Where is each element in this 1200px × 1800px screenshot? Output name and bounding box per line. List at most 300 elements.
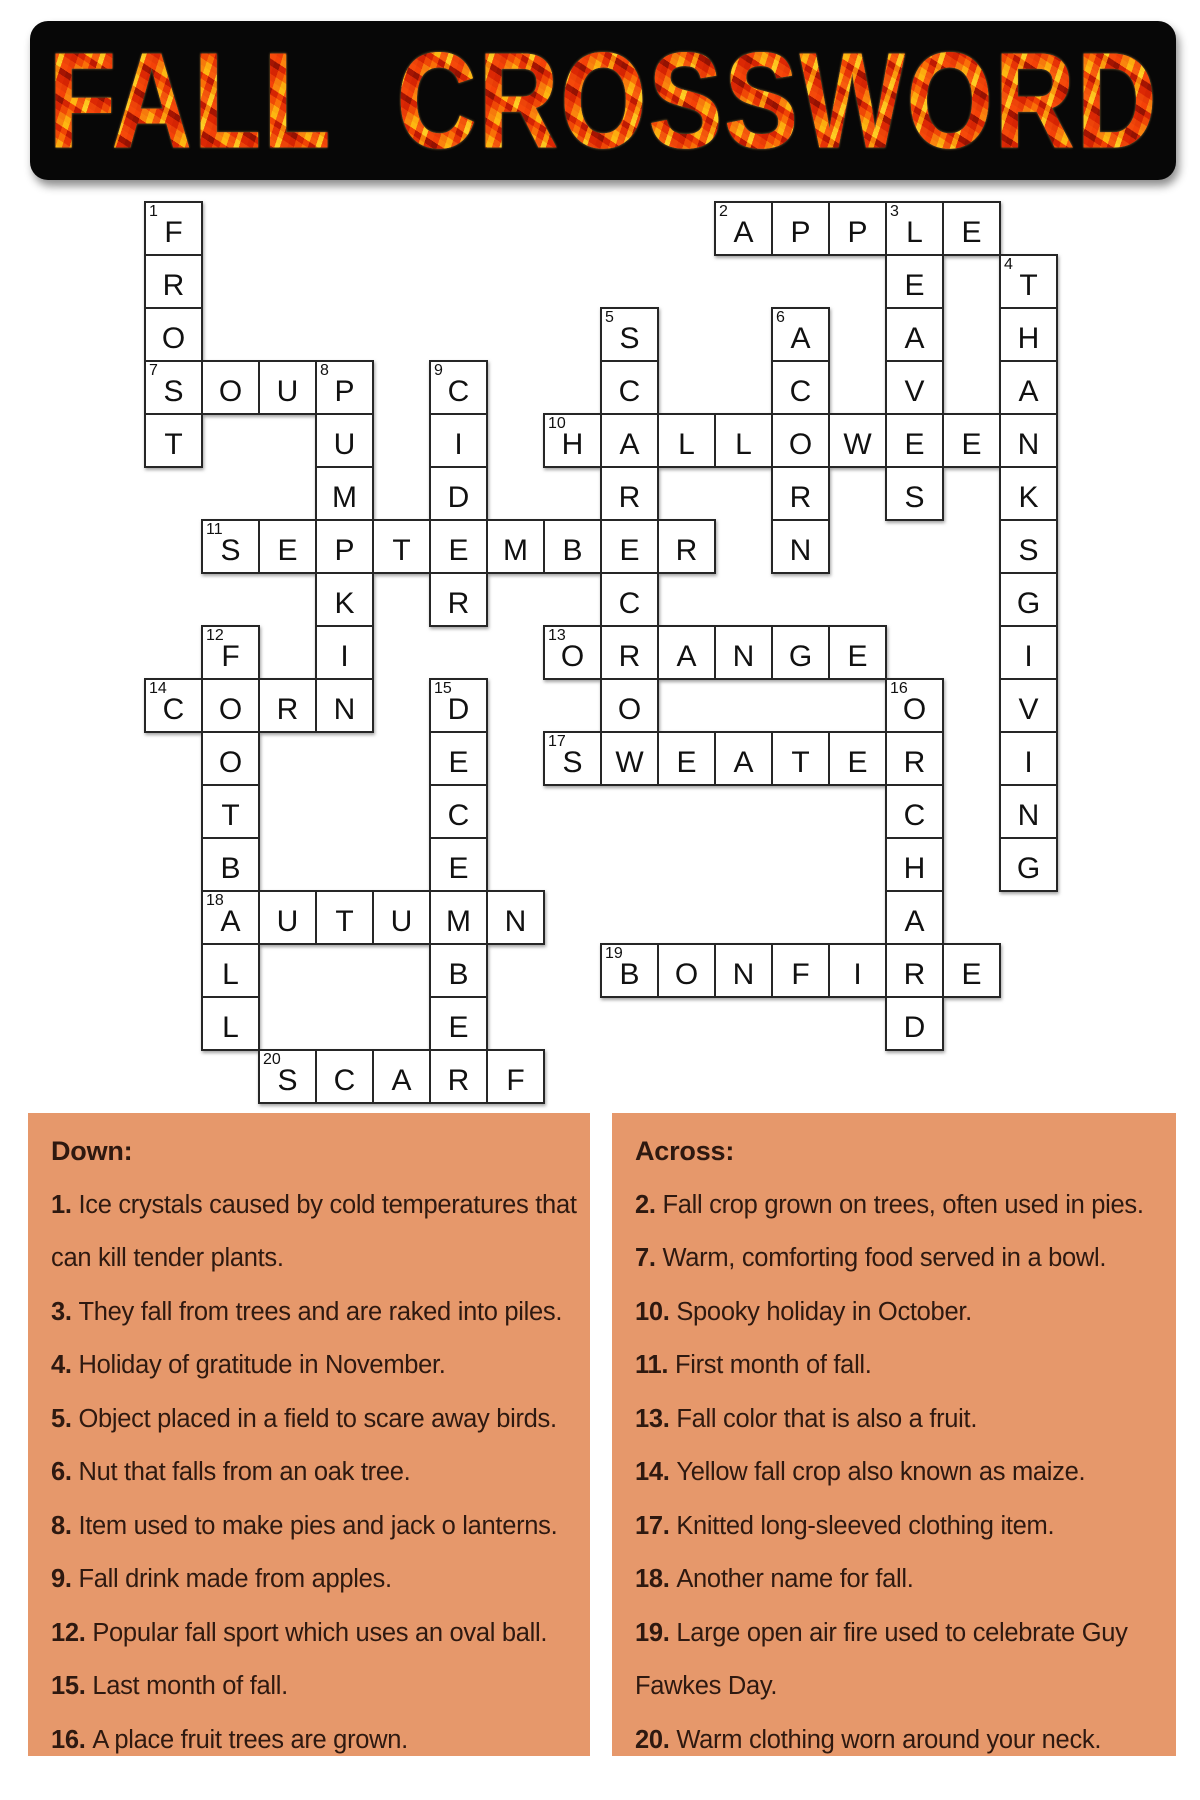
clue-line: 8. Item used to make pies and jack o lanterns. bbox=[51, 1511, 558, 1540]
cell-letter: A bbox=[619, 428, 640, 461]
cell-letter: C bbox=[789, 375, 812, 408]
cell-letter: U bbox=[276, 905, 299, 938]
cell-letter: N bbox=[1017, 799, 1040, 832]
grid-cell-r10c11[interactable] bbox=[771, 731, 830, 786]
grid-cell-r10c9[interactable] bbox=[657, 731, 716, 786]
grid-cell-r2c0[interactable] bbox=[144, 307, 203, 362]
across-clues-panel bbox=[612, 1113, 1176, 1756]
grid-cell-r8c10[interactable] bbox=[714, 625, 773, 680]
clue-line: 2. Fall crop grown on trees, often used in pies. bbox=[635, 1190, 1144, 1219]
clue-number: 6 bbox=[776, 309, 785, 326]
clue-line: 3. They fall from trees and are raked into piles. bbox=[51, 1297, 563, 1326]
grid-cell-r9c2[interactable] bbox=[258, 678, 317, 733]
cell-letter: V bbox=[904, 375, 925, 408]
cell-letter: N bbox=[333, 693, 356, 726]
grid-cell-r3c13[interactable] bbox=[885, 360, 944, 415]
grid-cell-r4c15[interactable] bbox=[999, 413, 1058, 468]
cell-letter: D bbox=[447, 693, 470, 726]
clue-number: 14 bbox=[149, 680, 167, 697]
clue-line-number: 4. bbox=[51, 1351, 79, 1379]
grid-cell-r9c15[interactable] bbox=[999, 678, 1058, 733]
clue-line: 6. Nut that falls from an oak tree. bbox=[51, 1458, 411, 1486]
cell-letter: G bbox=[788, 640, 813, 673]
grid-cell-r8c11[interactable] bbox=[771, 625, 830, 680]
grid-cell-r15c1[interactable] bbox=[201, 996, 260, 1051]
cell-letter: D bbox=[447, 481, 470, 514]
cell-letter: C bbox=[618, 375, 641, 408]
clue-line-number: 11. bbox=[635, 1351, 675, 1379]
clue-line-number: 2. bbox=[635, 1190, 663, 1219]
clue-line-number: 9. bbox=[51, 1565, 79, 1593]
clue-line: 14. Yellow fall crop also known as maize. bbox=[635, 1458, 1086, 1486]
cell-letter: I bbox=[1024, 746, 1033, 779]
cell-letter: N bbox=[732, 958, 755, 991]
grid-cell-r3c3[interactable] bbox=[315, 360, 374, 415]
grid-cell-r11c1[interactable] bbox=[201, 784, 260, 839]
cell-letter: I bbox=[1024, 640, 1033, 673]
grid-cell-r3c2[interactable] bbox=[258, 360, 317, 415]
cell-letter: K bbox=[1018, 481, 1039, 514]
cell-letter: C bbox=[447, 375, 470, 408]
grid-cell-r7c5[interactable] bbox=[429, 572, 488, 627]
cell-letter: A bbox=[391, 1064, 412, 1097]
down-clues-panel bbox=[28, 1113, 590, 1756]
cell-letter: T bbox=[791, 746, 810, 779]
crossword-grid bbox=[144, 201, 1056, 1102]
page-title-word-crossword: CROSSWORD bbox=[396, 21, 1158, 180]
grid-cell-r0c11[interactable] bbox=[771, 201, 830, 256]
cell-letter: L bbox=[735, 428, 752, 461]
cell-letter: A bbox=[904, 905, 925, 938]
grid-cell-r14c9[interactable] bbox=[657, 943, 716, 998]
across-clue-list bbox=[635, 1179, 1176, 1757]
grid-cell-r13c6[interactable] bbox=[486, 890, 545, 945]
grid-cell-r12c5[interactable] bbox=[429, 837, 488, 892]
grid-cell-r16c5[interactable] bbox=[429, 1049, 488, 1104]
cell-letter: A bbox=[790, 322, 811, 355]
cell-letter: P bbox=[790, 216, 811, 249]
clue-line: 15. Last month of fall. bbox=[51, 1672, 288, 1700]
clue-line-number: 13. bbox=[635, 1404, 677, 1433]
cell-letter: E bbox=[847, 746, 868, 779]
cell-letter: E bbox=[961, 428, 982, 461]
grid-cell-r16c2[interactable] bbox=[258, 1049, 317, 1104]
cell-letter: E bbox=[448, 1011, 469, 1044]
grid-cell-r9c0[interactable] bbox=[144, 678, 203, 733]
cell-letter: W bbox=[615, 746, 644, 779]
grid-cell-r6c9[interactable] bbox=[657, 519, 716, 574]
cell-letter: F bbox=[506, 1064, 525, 1097]
cell-letter: R bbox=[789, 481, 812, 514]
clue-line: 16. A place fruit trees are grown. bbox=[51, 1725, 408, 1754]
cell-letter: S bbox=[619, 322, 640, 355]
grid-cell-r3c5[interactable] bbox=[429, 360, 488, 415]
clue-line: 10. Spooky holiday in October. bbox=[635, 1297, 972, 1326]
grid-cell-r4c13[interactable] bbox=[885, 413, 944, 468]
clue-number: 17 bbox=[548, 733, 566, 750]
grid-cell-r10c1[interactable] bbox=[201, 731, 260, 786]
cell-letter: O bbox=[161, 322, 186, 355]
cell-letter: S bbox=[277, 1064, 298, 1097]
cell-letter: L bbox=[222, 1011, 239, 1044]
clue-line: can kill tender plants. bbox=[51, 1244, 284, 1272]
clue-line-number: 16. bbox=[51, 1725, 93, 1754]
grid-cell-r13c2[interactable] bbox=[258, 890, 317, 945]
grid-cell-r14c11[interactable] bbox=[771, 943, 830, 998]
clue-line: 12. Popular fall sport which uses an oval ball. bbox=[51, 1618, 548, 1647]
across-heading: Across: bbox=[635, 1136, 735, 1166]
grid-cell-r1c0[interactable] bbox=[144, 254, 203, 309]
cell-letter: C bbox=[162, 693, 185, 726]
grid-cell-r16c6[interactable] bbox=[486, 1049, 545, 1104]
cell-letter: S bbox=[904, 481, 925, 514]
grid-cell-r0c12[interactable] bbox=[828, 201, 887, 256]
clue-line: 9. Fall drink made from apples. bbox=[51, 1565, 392, 1593]
cell-letter: E bbox=[277, 534, 298, 567]
grid-cell-r8c1[interactable] bbox=[201, 625, 260, 680]
cell-letter: R bbox=[903, 958, 926, 991]
cell-letter: F bbox=[791, 958, 810, 991]
grid-cell-r4c0[interactable] bbox=[144, 413, 203, 468]
clue-number: 3 bbox=[890, 203, 899, 220]
grid-cell-r2c15[interactable] bbox=[999, 307, 1058, 362]
clue-number: 7 bbox=[149, 362, 158, 379]
grid-cell-r8c3[interactable] bbox=[315, 625, 374, 680]
clue-number: 19 bbox=[605, 945, 623, 962]
grid-cell-r6c3[interactable] bbox=[315, 519, 374, 574]
grid-cell-r4c10[interactable] bbox=[714, 413, 773, 468]
grid-cell-r5c13[interactable] bbox=[885, 466, 944, 521]
grid-cell-r14c8[interactable] bbox=[600, 943, 659, 998]
grid-cell-r2c8[interactable] bbox=[600, 307, 659, 362]
grid-cell-r12c15[interactable] bbox=[999, 837, 1058, 892]
cell-letter: T bbox=[1019, 269, 1038, 302]
grid-cell-r6c2[interactable] bbox=[258, 519, 317, 574]
cell-letter: B bbox=[562, 534, 583, 567]
cell-letter: E bbox=[961, 958, 982, 991]
clue-line: 13. Fall color that is also a fruit. bbox=[635, 1404, 978, 1433]
cell-letter: E bbox=[676, 746, 697, 779]
grid-cell-r6c5[interactable] bbox=[429, 519, 488, 574]
clue-number: 4 bbox=[1004, 256, 1013, 273]
clue-line-number: 20. bbox=[635, 1725, 677, 1754]
cell-letter: V bbox=[1018, 693, 1039, 726]
grid-cell-r11c15[interactable] bbox=[999, 784, 1058, 839]
grid-cell-r4c3[interactable] bbox=[315, 413, 374, 468]
grid-cell-r5c3[interactable] bbox=[315, 466, 374, 521]
cell-letter: P bbox=[847, 216, 868, 249]
page-title-word-fall: FALL bbox=[48, 21, 332, 180]
cell-letter: O bbox=[902, 693, 927, 726]
cell-letter: C bbox=[618, 587, 641, 620]
cell-letter: O bbox=[560, 640, 585, 673]
clue-number: 18 bbox=[206, 892, 224, 909]
clue-number: 9 bbox=[434, 362, 443, 379]
cell-letter: R bbox=[618, 640, 641, 673]
cell-letter: A bbox=[676, 640, 697, 673]
clue-number: 13 bbox=[548, 627, 566, 644]
grid-cell-r4c9[interactable] bbox=[657, 413, 716, 468]
grid-cell-r6c8[interactable] bbox=[600, 519, 659, 574]
cell-letter: K bbox=[334, 587, 355, 620]
cell-letter: H bbox=[1017, 322, 1040, 355]
clue-number: 1 bbox=[149, 203, 158, 220]
cell-letter: O bbox=[788, 428, 813, 461]
cell-letter: T bbox=[164, 428, 183, 461]
cell-letter: B bbox=[448, 958, 469, 991]
grid-cell-r8c9[interactable] bbox=[657, 625, 716, 680]
grid-cell-r9c1[interactable] bbox=[201, 678, 260, 733]
cell-letter: E bbox=[904, 428, 925, 461]
clue-line: 11. First month of fall. bbox=[635, 1351, 872, 1379]
cell-letter: L bbox=[678, 428, 695, 461]
clue-number: 12 bbox=[206, 627, 224, 644]
grid-cell-r14c10[interactable] bbox=[714, 943, 773, 998]
clue-line-number: 15. bbox=[51, 1672, 93, 1700]
cell-letter: N bbox=[732, 640, 755, 673]
cell-letter: M bbox=[503, 534, 528, 567]
grid-cell-r5c11[interactable] bbox=[771, 466, 830, 521]
clue-number: 15 bbox=[434, 680, 452, 697]
clue-line: 7. Warm, comforting food served in a bowl. bbox=[635, 1244, 1107, 1272]
clue-line-number: 6. bbox=[51, 1458, 79, 1486]
grid-cell-r14c5[interactable] bbox=[429, 943, 488, 998]
clue-line: 20. Warm clothing worn around your neck. bbox=[635, 1725, 1102, 1754]
clue-line: 19. Large open air fire used to celebrate Guy bbox=[635, 1618, 1128, 1647]
cell-letter: I bbox=[340, 640, 349, 673]
grid-cell-r10c10[interactable] bbox=[714, 731, 773, 786]
cell-letter: M bbox=[446, 905, 471, 938]
cell-letter: E bbox=[448, 852, 469, 885]
cell-letter: S bbox=[1018, 534, 1039, 567]
cell-letter: I bbox=[853, 958, 862, 991]
cell-letter: S bbox=[220, 534, 241, 567]
grid-cell-r11c5[interactable] bbox=[429, 784, 488, 839]
cell-letter: L bbox=[222, 958, 239, 991]
cell-letter: U bbox=[276, 375, 299, 408]
cell-letter: R bbox=[276, 693, 299, 726]
grid-cell-r0c10[interactable] bbox=[714, 201, 773, 256]
grid-cell-r13c5[interactable] bbox=[429, 890, 488, 945]
clue-line-number: 10. bbox=[635, 1297, 677, 1326]
cell-letter: U bbox=[390, 905, 413, 938]
cell-letter: A bbox=[733, 216, 754, 249]
cell-letter: E bbox=[619, 534, 640, 567]
grid-cell-r13c1[interactable] bbox=[201, 890, 260, 945]
grid-cell-r6c4[interactable] bbox=[372, 519, 431, 574]
grid-cell-r5c8[interactable] bbox=[600, 466, 659, 521]
cell-letter: C bbox=[447, 799, 470, 832]
grid-cell-r4c8[interactable] bbox=[600, 413, 659, 468]
cell-letter: E bbox=[448, 534, 469, 567]
cell-letter: E bbox=[904, 269, 925, 302]
cell-letter: N bbox=[504, 905, 527, 938]
cell-letter: A bbox=[1018, 375, 1039, 408]
grid-cell-r4c5[interactable] bbox=[429, 413, 488, 468]
grid-cell-r13c3[interactable] bbox=[315, 890, 374, 945]
grid-cell-r3c0[interactable] bbox=[144, 360, 203, 415]
cell-letter: G bbox=[1016, 587, 1041, 620]
clue-number: 20 bbox=[263, 1051, 281, 1068]
cell-letter: D bbox=[903, 1011, 926, 1044]
clue-number: 8 bbox=[320, 362, 329, 379]
grid-cell-r9c3[interactable] bbox=[315, 678, 374, 733]
grid-cell-r13c13[interactable] bbox=[885, 890, 944, 945]
grid-cell-r0c13[interactable] bbox=[885, 201, 944, 256]
down-heading: Down: bbox=[51, 1136, 133, 1166]
cell-letter: B bbox=[220, 852, 241, 885]
grid-cell-r3c15[interactable] bbox=[999, 360, 1058, 415]
grid-cell-r5c5[interactable] bbox=[429, 466, 488, 521]
cell-letter: S bbox=[163, 375, 184, 408]
grid-cell-r8c15[interactable] bbox=[999, 625, 1058, 680]
clue-line-number: 8. bbox=[51, 1511, 79, 1540]
grid-cell-r15c5[interactable] bbox=[429, 996, 488, 1051]
grid-cell-r8c7[interactable] bbox=[543, 625, 602, 680]
cell-letter: S bbox=[562, 746, 583, 779]
clue-number: 5 bbox=[605, 309, 614, 326]
title-banner bbox=[30, 21, 1176, 180]
cell-letter: T bbox=[335, 905, 354, 938]
cell-letter: T bbox=[392, 534, 411, 567]
cell-letter: A bbox=[733, 746, 754, 779]
cell-letter: G bbox=[1016, 852, 1041, 885]
clue-line-number: 1. bbox=[51, 1190, 79, 1219]
grid-cell-r8c12[interactable] bbox=[828, 625, 887, 680]
clue-line-number: 3. bbox=[51, 1297, 79, 1326]
clue-line-number: 7. bbox=[635, 1244, 663, 1272]
grid-cell-r4c7[interactable] bbox=[543, 413, 602, 468]
grid-cell-r7c8[interactable] bbox=[600, 572, 659, 627]
grid-cell-r10c13[interactable] bbox=[885, 731, 944, 786]
clue-line-number: 18. bbox=[635, 1565, 677, 1593]
grid-cell-r2c13[interactable] bbox=[885, 307, 944, 362]
grid-cell-r3c8[interactable] bbox=[600, 360, 659, 415]
grid-cell-r0c0[interactable] bbox=[144, 201, 203, 256]
cell-letter: P bbox=[334, 375, 355, 408]
grid-cell-r9c8[interactable] bbox=[600, 678, 659, 733]
cell-letter: H bbox=[561, 428, 584, 461]
grid-cell-r7c15[interactable] bbox=[999, 572, 1058, 627]
grid-cell-r3c11[interactable] bbox=[771, 360, 830, 415]
grid-cell-r4c11[interactable] bbox=[771, 413, 830, 468]
cell-letter: R bbox=[162, 269, 185, 302]
grid-cell-r15c13[interactable] bbox=[885, 996, 944, 1051]
grid-cell-r6c6[interactable] bbox=[486, 519, 545, 574]
cell-letter: E bbox=[961, 216, 982, 249]
cell-letter: T bbox=[221, 799, 240, 832]
grid-cell-r13c4[interactable] bbox=[372, 890, 431, 945]
clue-number: 16 bbox=[890, 680, 908, 697]
grid-cell-r7c3[interactable] bbox=[315, 572, 374, 627]
grid-cell-r5c15[interactable] bbox=[999, 466, 1058, 521]
cell-letter: N bbox=[1017, 428, 1040, 461]
grid-cell-r6c1[interactable] bbox=[201, 519, 260, 574]
cell-letter: M bbox=[332, 481, 357, 514]
clue-line-number: 14. bbox=[635, 1458, 677, 1486]
clue-line: 17. Knitted long-sleeved clothing item. bbox=[635, 1511, 1055, 1540]
clue-line: 18. Another name for fall. bbox=[635, 1565, 914, 1593]
grid-cell-r3c1[interactable] bbox=[201, 360, 260, 415]
grid-cell-r4c14[interactable] bbox=[942, 413, 1001, 468]
grid-cell-r11c13[interactable] bbox=[885, 784, 944, 839]
cell-letter: O bbox=[218, 693, 243, 726]
grid-cell-r16c4[interactable] bbox=[372, 1049, 431, 1104]
grid-cell-r14c1[interactable] bbox=[201, 943, 260, 998]
grid-cell-r6c15[interactable] bbox=[999, 519, 1058, 574]
cell-letter: R bbox=[675, 534, 698, 567]
clue-line: 1. Ice crystals caused by cold temperatures that bbox=[51, 1190, 577, 1219]
grid-cell-r8c8[interactable] bbox=[600, 625, 659, 680]
clue-line: 4. Holiday of gratitude in November. bbox=[51, 1351, 446, 1379]
clue-line-number: 12. bbox=[51, 1618, 93, 1647]
grid-cell-r14c14[interactable] bbox=[942, 943, 1001, 998]
cell-letter: O bbox=[218, 746, 243, 779]
cell-letter: A bbox=[904, 322, 925, 355]
clue-line-number: 5. bbox=[51, 1404, 79, 1433]
cell-letter: O bbox=[218, 375, 243, 408]
clue-number: 10 bbox=[548, 415, 566, 432]
grid-cell-r16c3[interactable] bbox=[315, 1049, 374, 1104]
clue-number: 2 bbox=[719, 203, 728, 220]
cell-letter: R bbox=[447, 1064, 470, 1097]
cell-letter: E bbox=[847, 640, 868, 673]
cell-letter: R bbox=[618, 481, 641, 514]
cell-letter: O bbox=[617, 693, 642, 726]
grid-cell-r12c1[interactable] bbox=[201, 837, 260, 892]
grid-cell-r1c13[interactable] bbox=[885, 254, 944, 309]
grid-cell-r10c12[interactable] bbox=[828, 731, 887, 786]
cell-letter: U bbox=[333, 428, 356, 461]
clue-line-number: 19. bbox=[635, 1618, 677, 1647]
grid-cell-r9c5[interactable] bbox=[429, 678, 488, 733]
grid-cell-r6c7[interactable] bbox=[543, 519, 602, 574]
grid-cell-r0c14[interactable] bbox=[942, 201, 1001, 256]
clue-line: Fawkes Day. bbox=[635, 1672, 778, 1700]
cell-letter: P bbox=[334, 534, 355, 567]
grid-cell-r6c11[interactable] bbox=[771, 519, 830, 574]
cell-letter: C bbox=[333, 1064, 356, 1097]
grid-cell-r10c5[interactable] bbox=[429, 731, 488, 786]
cell-letter: F bbox=[221, 640, 240, 673]
clue-number: 11 bbox=[206, 521, 223, 538]
cell-letter: H bbox=[903, 852, 926, 885]
grid-cell-r14c12[interactable] bbox=[828, 943, 887, 998]
cell-letter: F bbox=[164, 216, 183, 249]
cell-letter: O bbox=[674, 958, 699, 991]
grid-cell-r4c12[interactable] bbox=[828, 413, 887, 468]
cell-letter: N bbox=[789, 534, 812, 567]
cell-letter: B bbox=[619, 958, 640, 991]
down-clue-list bbox=[51, 1179, 590, 1757]
grid-cell-r12c13[interactable] bbox=[885, 837, 944, 892]
clue-line-number: 17. bbox=[635, 1511, 677, 1540]
cell-letter: L bbox=[906, 216, 923, 249]
cell-letter: C bbox=[903, 799, 926, 832]
grid-cell-r9c13[interactable] bbox=[885, 678, 944, 733]
grid-cell-r10c8[interactable] bbox=[600, 731, 659, 786]
grid-cell-r14c13[interactable] bbox=[885, 943, 944, 998]
grid-cell-r1c15[interactable] bbox=[999, 254, 1058, 309]
grid-cell-r2c11[interactable] bbox=[771, 307, 830, 362]
grid-cell-r10c15[interactable] bbox=[999, 731, 1058, 786]
clue-line: 5. Object placed in a field to scare away birds. bbox=[51, 1404, 557, 1433]
cell-letter: W bbox=[843, 428, 872, 461]
cell-letter: E bbox=[448, 746, 469, 779]
cell-letter: A bbox=[220, 905, 241, 938]
cell-letter: R bbox=[903, 746, 926, 779]
grid-cell-r10c7[interactable] bbox=[543, 731, 602, 786]
